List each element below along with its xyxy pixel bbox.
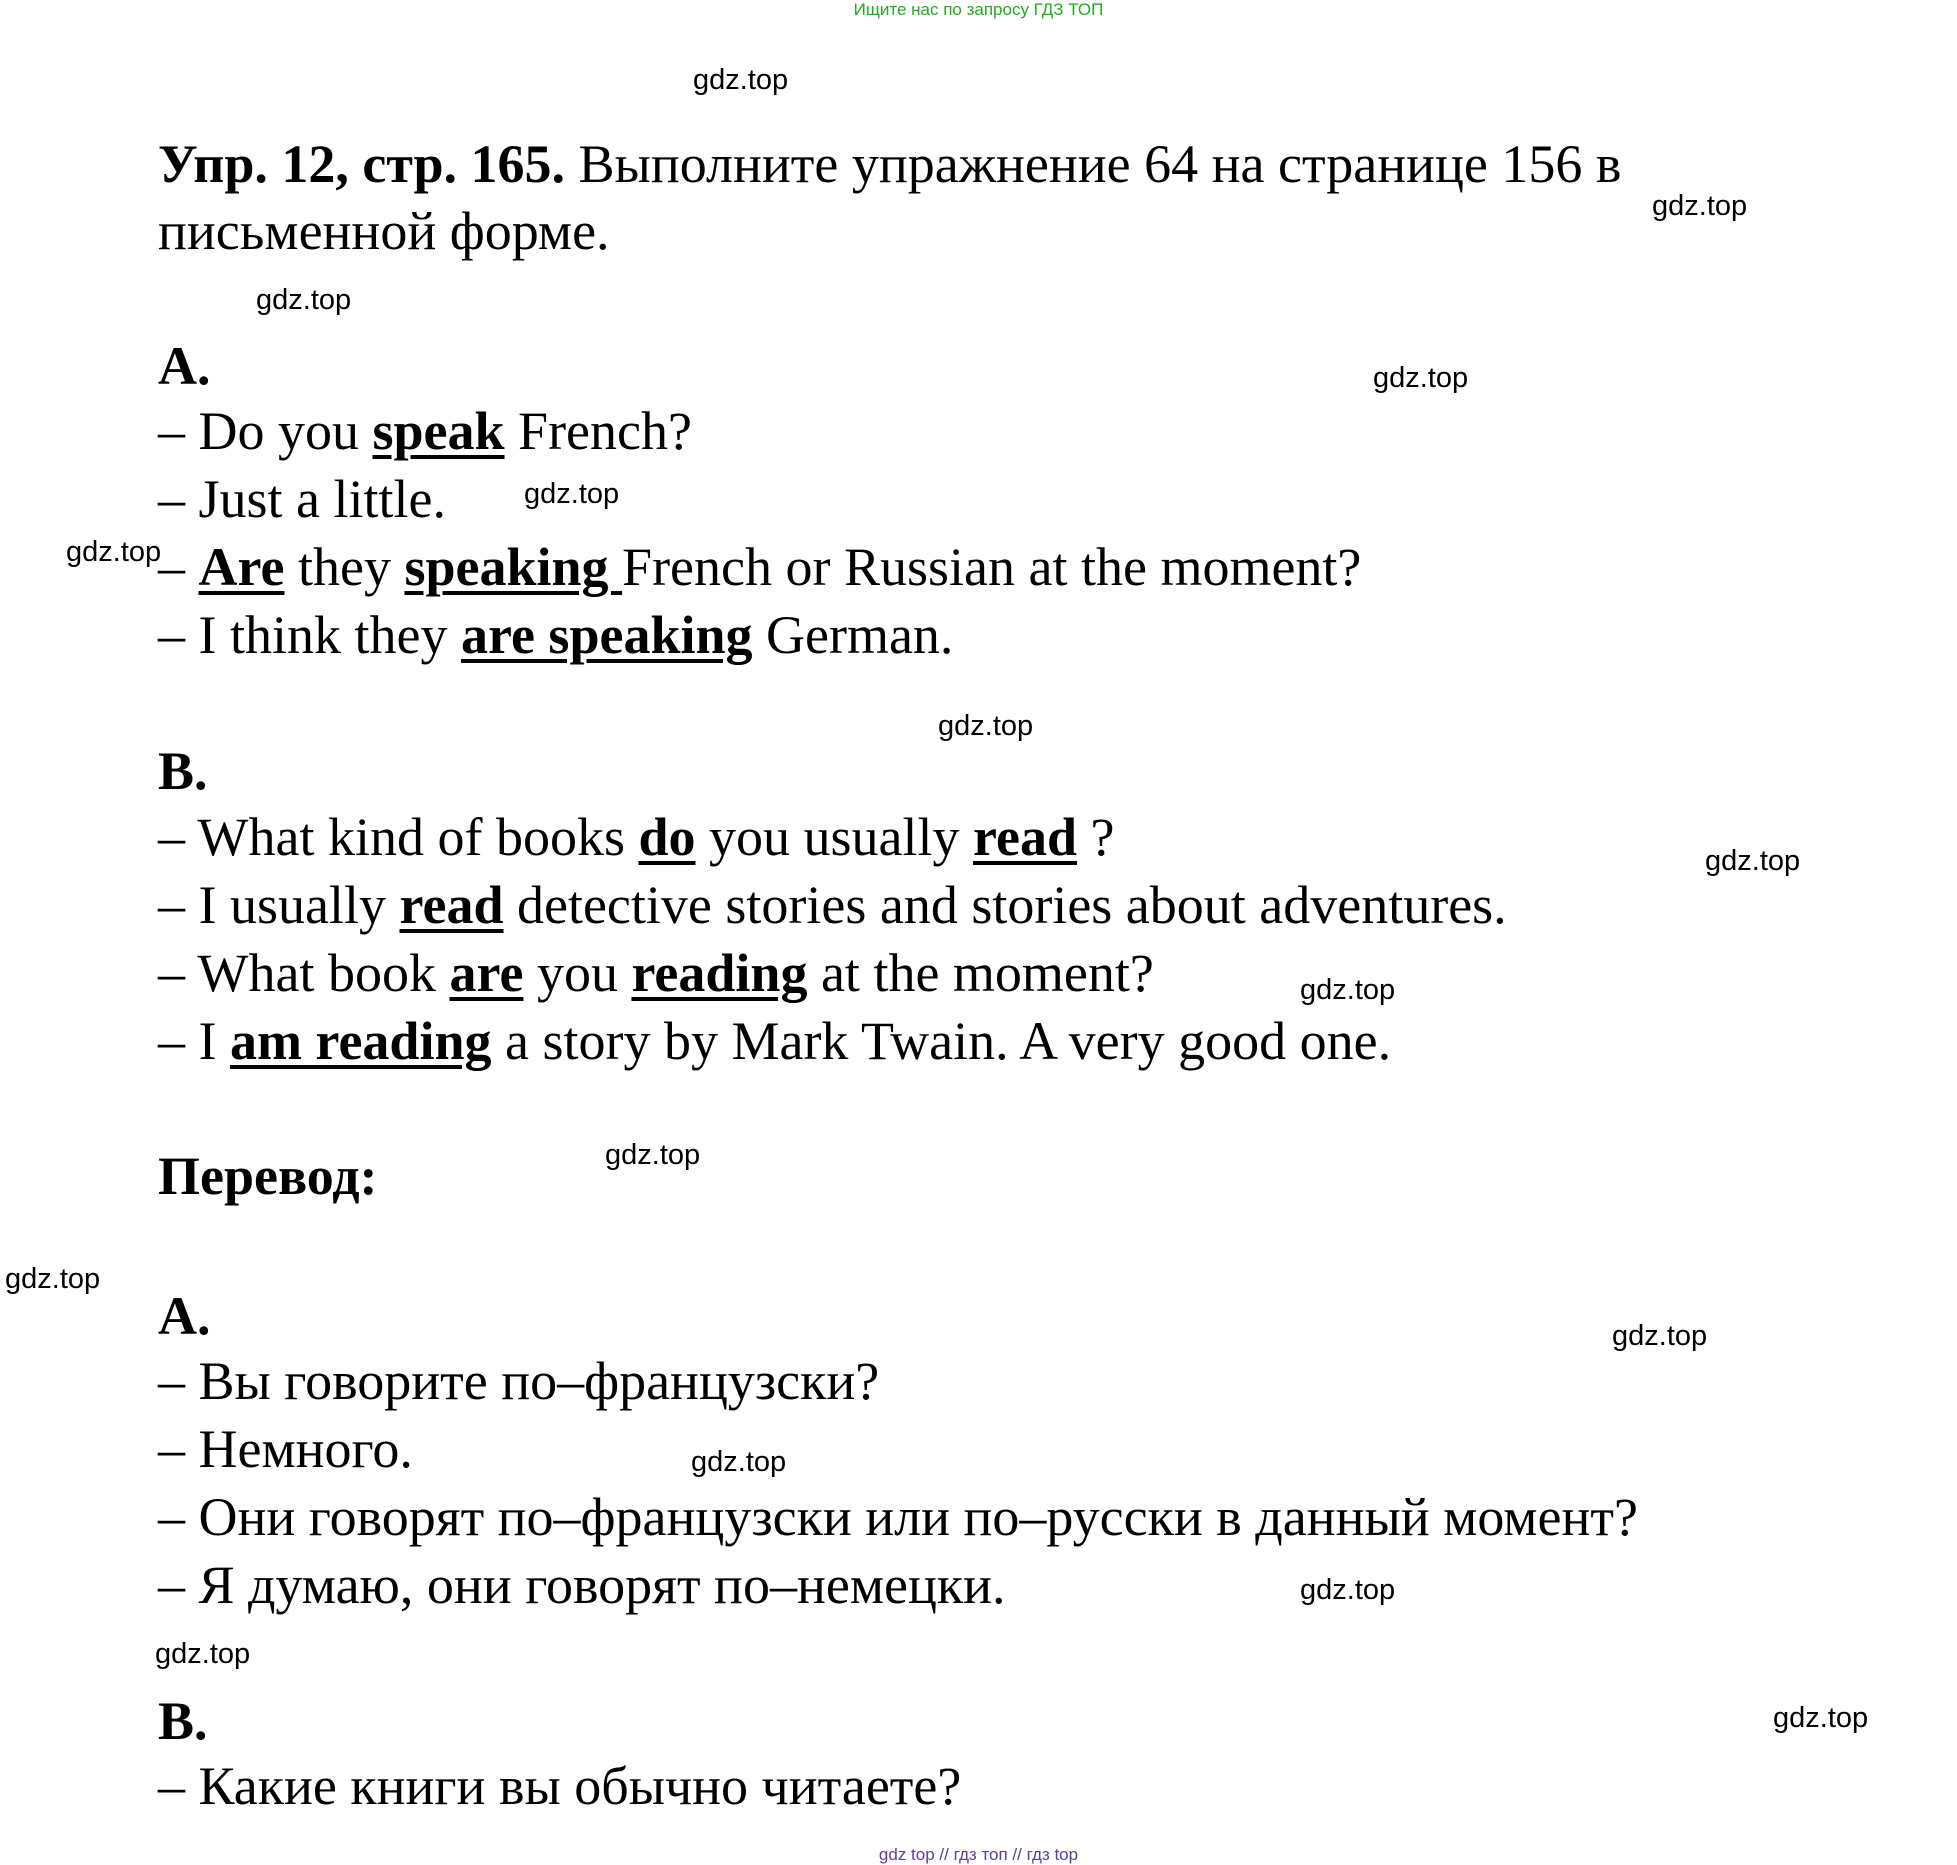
translation-heading: Перевод: bbox=[158, 1146, 378, 1206]
verb-answer: reading bbox=[631, 943, 808, 1003]
exercise-title bbox=[158, 130, 1621, 198]
verb-answer: read bbox=[973, 807, 1078, 867]
watermark: gdz.top bbox=[938, 710, 1034, 742]
footer: gdz top // гдз топ // гдз top bbox=[878, 1845, 1079, 1864]
translation-line: – Немного. bbox=[158, 1419, 413, 1479]
text: detective stories and stories about adventures. bbox=[503, 875, 1507, 935]
verb-answer: do bbox=[638, 807, 696, 867]
verb-answer: speaking bbox=[404, 537, 623, 597]
dialogue-line bbox=[158, 874, 1507, 936]
dialogue-line bbox=[158, 1010, 1391, 1072]
exercise-text: Выполните упражнение 64 на странице 156 в bbox=[565, 134, 1622, 194]
section-a-label: A. bbox=[158, 336, 211, 396]
section-b-label: B. bbox=[158, 741, 208, 801]
text: you usually bbox=[695, 807, 974, 867]
exercise-text-line2: письменной форме. bbox=[158, 201, 610, 261]
text: – What kind of books bbox=[158, 807, 639, 867]
translation-b-label: B. bbox=[158, 1691, 208, 1751]
text: ? bbox=[1077, 807, 1115, 867]
verb-answer: speak bbox=[372, 401, 505, 461]
watermark: gdz.top bbox=[1612, 1320, 1708, 1352]
dialogue-line bbox=[158, 468, 446, 530]
watermark: gdz.top bbox=[1373, 362, 1469, 394]
watermark: gdz.top bbox=[1705, 845, 1801, 877]
watermark: gdz.top bbox=[256, 284, 352, 316]
dialogue-line bbox=[158, 536, 1361, 598]
text: French? bbox=[504, 401, 692, 461]
translation-line: – Я думаю, они говорят по–немецки. bbox=[158, 1555, 1006, 1615]
dialogue-line bbox=[158, 806, 1114, 868]
watermark: gdz.top bbox=[5, 1263, 101, 1295]
dialogue-line bbox=[158, 604, 953, 666]
watermark: gdz.top bbox=[691, 1446, 787, 1478]
watermark: gdz.top bbox=[1300, 1574, 1396, 1606]
text: – I bbox=[158, 1011, 230, 1071]
top-banner: Ищите нас по запросу ГДЗ ТОП bbox=[853, 0, 1104, 19]
watermark: gdz.top bbox=[1300, 974, 1396, 1006]
exercise-number: Упр. 12, стр. 165. bbox=[158, 134, 566, 194]
dialogue-line bbox=[158, 942, 1154, 1004]
verb-answer: are bbox=[449, 943, 524, 1003]
watermark: gdz.top bbox=[524, 478, 620, 510]
watermark: gdz.top bbox=[155, 1638, 251, 1670]
translation-line: – Какие книги вы обычно читаете? bbox=[158, 1756, 962, 1816]
watermark: gdz.top bbox=[1652, 190, 1748, 222]
watermark: gdz.top bbox=[66, 536, 162, 568]
text: – I usually bbox=[158, 875, 400, 935]
text: – I think they bbox=[158, 605, 461, 665]
verb-answer: read bbox=[399, 875, 504, 935]
watermark: gdz.top bbox=[1773, 1702, 1869, 1734]
text: French or Russian at the moment? bbox=[622, 537, 1362, 597]
watermark: gdz.top bbox=[605, 1139, 701, 1171]
text: they bbox=[284, 537, 405, 597]
text: – What book bbox=[158, 943, 450, 1003]
text: at the moment? bbox=[807, 943, 1154, 1003]
verb-answer: Are bbox=[198, 537, 285, 597]
verb-answer: are speaking bbox=[460, 605, 753, 665]
translation-line: – Они говорят по–французски или по–русски в данный момент? bbox=[158, 1487, 1638, 1547]
text: a story by Mark Twain. A very good one. bbox=[491, 1011, 1392, 1071]
text: – Do you bbox=[158, 401, 373, 461]
verb-answer: am reading bbox=[229, 1011, 492, 1071]
dialogue-line bbox=[158, 400, 692, 462]
text: German. bbox=[752, 605, 954, 665]
watermark: gdz.top bbox=[693, 64, 789, 96]
text: – bbox=[158, 537, 199, 597]
translation-line: – Вы говорите по–французски? bbox=[158, 1351, 880, 1411]
text: – Just a little. bbox=[158, 469, 446, 529]
translation-a-label: A. bbox=[158, 1286, 211, 1346]
text: you bbox=[523, 943, 632, 1003]
